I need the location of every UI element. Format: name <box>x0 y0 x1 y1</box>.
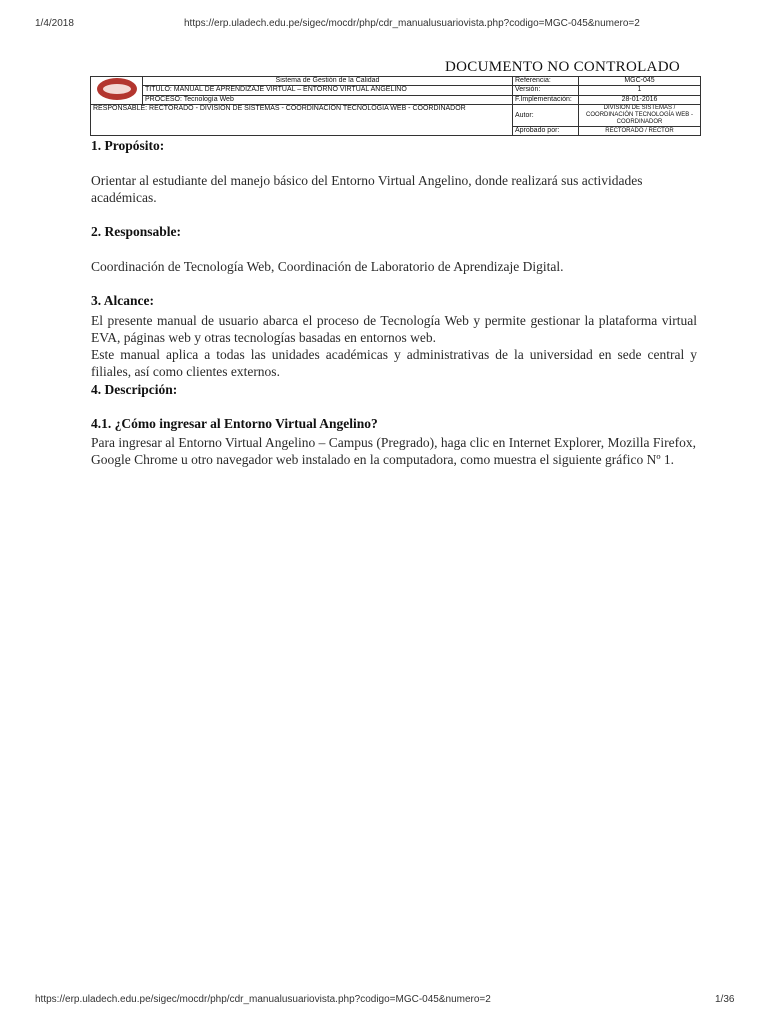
responsible-label: RESPONSABLE: RECTORADO - DIVISIÓN DE SISTEMAS - COORDINACIÓN TECNOLOGÍA WEB - COORDINADOR <box>91 105 513 136</box>
scope-text-2: Este manual aplica a todas las unidades académicas y administrativas de la universidad en sede central y filiales, así como clientes externos. <box>91 347 697 379</box>
version-value: 1 <box>579 86 701 95</box>
approved-value: RECTORADO / RECTOR <box>579 127 701 136</box>
purpose-text: Orientar al estudiante del manejo básico del Entorno Virtual Angelino, donde realizará sus actividades académicas. <box>91 173 643 205</box>
approved-label: Aprobado por: <box>513 127 579 136</box>
reference-label: Referencia: <box>513 77 579 86</box>
print-header-url: https://erp.uladech.edu.pe/sigec/mocdr/php/cdr_manualusuariovista.php?codigo=MGC-045&numero=2 <box>184 18 640 29</box>
subsection-text: Para ingresar al Entorno Virtual Angelino – Campus (Pregrado), haga clic en Internet Explorer, Mozilla Firefox, Google Chrome u otro navegador web instalado en la computadora, como muestra el siguiente gráfico Nº 1. <box>91 435 696 467</box>
logo-cell <box>91 77 143 105</box>
scope-text-1: El presente manual de usuario abarca el proceso de Tecnología Web y permite gestionar la plataforma virtual EVA, páginas web y otras tecnologías basadas en entornos web. <box>91 313 697 345</box>
author-value: DIVISIÓN DE SISTEMAS / COORDINACIÓN TECNOLOGÍA WEB - COORDINADOR <box>579 105 701 127</box>
quality-system-label: Sistema de Gestión de la Calidad <box>143 77 513 86</box>
author-label: Autor: <box>513 105 579 127</box>
print-footer-url: https://erp.uladech.edu.pe/sigec/mocdr/php/cdr_manualusuariovista.php?codigo=MGC-045&numero=2 <box>35 994 491 1005</box>
scope-heading: 3. Alcance: <box>91 293 154 308</box>
print-date: 1/4/2018 <box>35 18 74 29</box>
implementation-date: 28-01-2016 <box>579 95 701 104</box>
university-logo-icon <box>97 78 137 100</box>
purpose-heading: 1. Propósito: <box>91 138 165 153</box>
document-metadata-table <box>90 76 701 136</box>
subsection-heading: 4.1. ¿Cómo ingresar al Entorno Virtual Angelino? <box>91 416 378 431</box>
description-heading: 4. Descripción: <box>91 382 178 397</box>
implementation-label: F.Implementación: <box>513 95 579 104</box>
page-number: 1/36 <box>715 994 735 1005</box>
responsible-heading: 2. Responsable: <box>91 224 182 239</box>
responsible-text: Coordinación de Tecnología Web, Coordinación de Laboratorio de Aprendizaje Digital. <box>91 259 564 274</box>
reference-value: MGC-045 <box>579 77 701 86</box>
manual-title: TITULO: MANUAL DE APRENDIZAJE VIRTUAL – ENTORNO VIRTUAL ANGELINO <box>143 86 513 95</box>
document-status: DOCUMENTO NO CONTROLADO <box>445 59 680 75</box>
process-label: PROCESO: Tecnología Web <box>143 95 513 104</box>
version-label: Versión: <box>513 86 579 95</box>
